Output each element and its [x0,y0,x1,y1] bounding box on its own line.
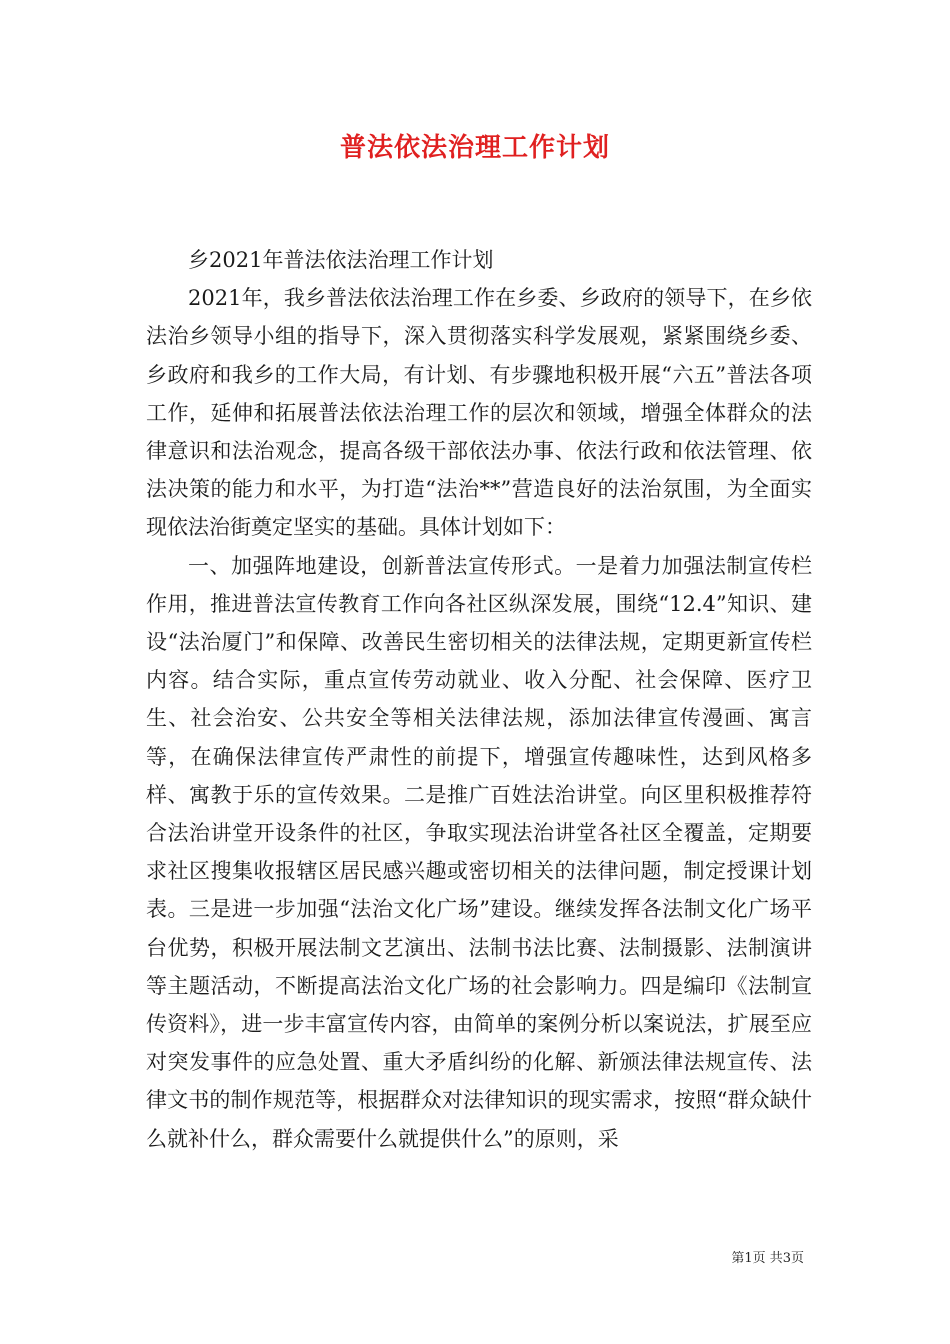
page-number: 第1页 共3页 [731,1251,804,1266]
paragraph-intro: 2021年，我乡普法依法治理工作在乡委、乡政府的领导下，在乡依法治乡领导小组的指导下，深入贯彻落实科学发展观，紧紧围绕乡委、乡政府和我乡的工作大局，有计划、有步骤地积极开展“六五”普法各项工作，延伸和拓展普法依法治理工作的层次和领域，增强全体群众的法律意识和法治观念，提高各级干部依法办事、依法行政和依法管理、依法决策的能力和水平，为打造“法治**”营造良好的法治氛围，为全面实现依法治街奠定坚实的基础。具体计划如下： [146,286,812,540]
document-body [146,241,812,1158]
paragraph-subtitle: 乡2021年普法依法治理工作计划 [188,248,494,272]
document-title: 普法依法治理工作计划 [339,133,610,163]
paragraph-section-one: 一、加强阵地建设，创新普法宣传形式。一是着力加强法制宣传栏作用，推进普法宣传教育工作向各社区纵深发展，围绕“12.4”知识、建设“法治厦门”和保障、改善民生密切相关的法律法规，定期更新宣传栏内容。结合实际，重点宣传劳动就业、收入分配、社会保障、医疗卫生、社会治安、公共安全等相关法律法规，添加法律宣传漫画、寓言等，在确保法律宣传严肃性的前提下，增强宣传趣味性，达到风格多样、寓教于乐的宣传效果。二是推广百姓法治讲堂。向区里积极推荐符合法治讲堂开设条件的社区，争取实现法治讲堂各社区全覆盖，定期要求社区搜集收报辖区居民感兴趣或密切相关的法律问题，制定授课计划表。三是进一步加强“法治文化广场”建设。继续发挥各法制文化广场平台优势，积极开展法制文艺演出、法制书法比赛、法制摄影、法制演讲等主题活动，不断提高法治文化广场的社会影响力。四是编印《法制宣传资料》，进一步丰富宣传内容，由简单的案例分析以案说法，扩展至应对突发事件的应急处置、重大矛盾纠纷的化解、新颁法律法规宣传、法律文书的制作规范等，根据群众对法律知识的现实需求，按照“群众缺什么就补什么，群众需要什么就提供什么”的原则，采 [146,553,812,1151]
